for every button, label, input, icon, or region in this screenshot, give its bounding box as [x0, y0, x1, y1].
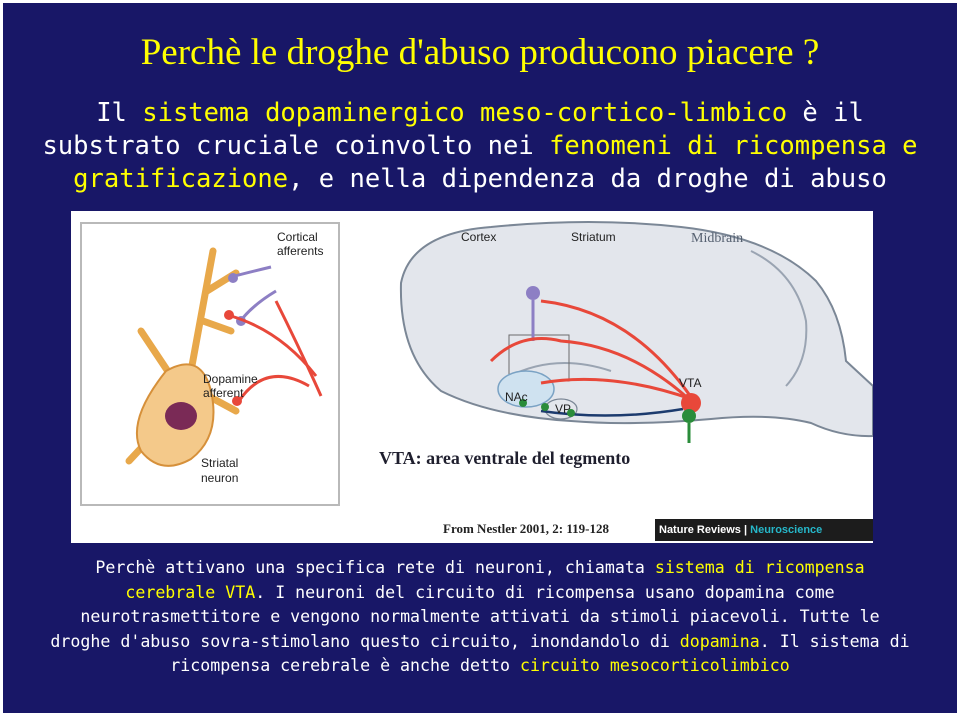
label-striatal-neuron: neuron — [201, 471, 239, 485]
body-text-fragment: Perchè attivano una specifica rete di neuroni, chiamata — [95, 558, 655, 577]
journal-banner — [655, 519, 873, 541]
source-citation: From Nestler 2001, 2: 119-128 — [443, 521, 609, 536]
intro-line-3 — [3, 163, 957, 196]
intro-highlight: gratificazione — [73, 164, 289, 194]
cortical-neuron — [526, 286, 540, 300]
intro-highlight: sistema dopaminergico meso-cortico-limbico — [142, 98, 788, 128]
journal-name: Nature Reviews — [659, 524, 741, 536]
vta-gaba-node — [682, 409, 696, 423]
dopamine-synapse — [224, 310, 234, 320]
body-highlight: dopamina — [679, 631, 760, 651]
body-text-fragment: . Il sistema di — [759, 631, 910, 651]
body-text-fragment: droghe d'abuso sovra-stimolano questo circuito, inondandolo di — [50, 631, 680, 651]
label-nac: NAc — [505, 390, 528, 404]
intro-text-fragment: è il — [787, 98, 864, 128]
intro-text — [3, 97, 957, 196]
reward-circuit-figure — [71, 211, 873, 543]
label-dopamine-afferent: afferent — [203, 386, 244, 400]
body-line-4 — [13, 630, 947, 655]
label-striatal-neuron: Striatal — [201, 456, 239, 470]
body-line-5 — [13, 654, 947, 679]
journal-separator: | — [740, 524, 751, 536]
intro-text-fragment: Il — [96, 98, 143, 128]
brain-section — [401, 222, 873, 436]
figure-illustration — [71, 211, 873, 543]
body-line-2 — [13, 581, 947, 606]
intro-text-fragment: substrato cruciale coinvolto nei — [42, 131, 550, 161]
label-cortex: Cortex — [461, 230, 497, 244]
midbrain-label: Midbrain — [691, 231, 744, 246]
label-striatum: Striatum — [571, 230, 616, 244]
intro-line-2 — [3, 130, 957, 163]
body-line-3: neurotrasmettitore e vengono normalmente attivati da stimoli piacevoli. Tutte le — [80, 607, 880, 626]
slide — [3, 3, 957, 713]
intro-highlight: fenomeni di ricompensa e — [549, 131, 918, 161]
body-text — [13, 556, 947, 679]
vta-caption: VTA: area ventrale del tegmento — [379, 448, 631, 468]
journal-section: Neuroscience — [750, 524, 823, 536]
label-vta-small: VTA — [679, 376, 702, 390]
body-highlight: circuito mesocorticolimbico — [519, 656, 790, 675]
slide-title: Perchè le droghe d'abuso producono piacere ? — [140, 32, 820, 73]
label-cortical-afferents: afferents — [277, 244, 324, 258]
body-text-fragment: ricompensa cerebrale è anche detto — [170, 656, 520, 675]
body-highlight: cerebrale VTA — [125, 582, 256, 602]
label-dopamine-afferent: Dopamine — [203, 372, 258, 386]
body-text-fragment: . I neuroni del circuito di ricompensa usano dopamina come — [255, 582, 835, 602]
intro-line-1 — [3, 97, 957, 130]
body-highlight: sistema di ricompensa — [654, 558, 865, 577]
label-cortical-afferents: Cortical — [277, 230, 318, 244]
label-vp: VP — [555, 402, 572, 416]
neuron-nucleus — [165, 402, 197, 430]
body-line-1 — [13, 556, 947, 581]
cortical-synapse — [228, 273, 238, 283]
intro-text-fragment: , e nella dipendenza da droghe di abuso — [288, 164, 887, 194]
